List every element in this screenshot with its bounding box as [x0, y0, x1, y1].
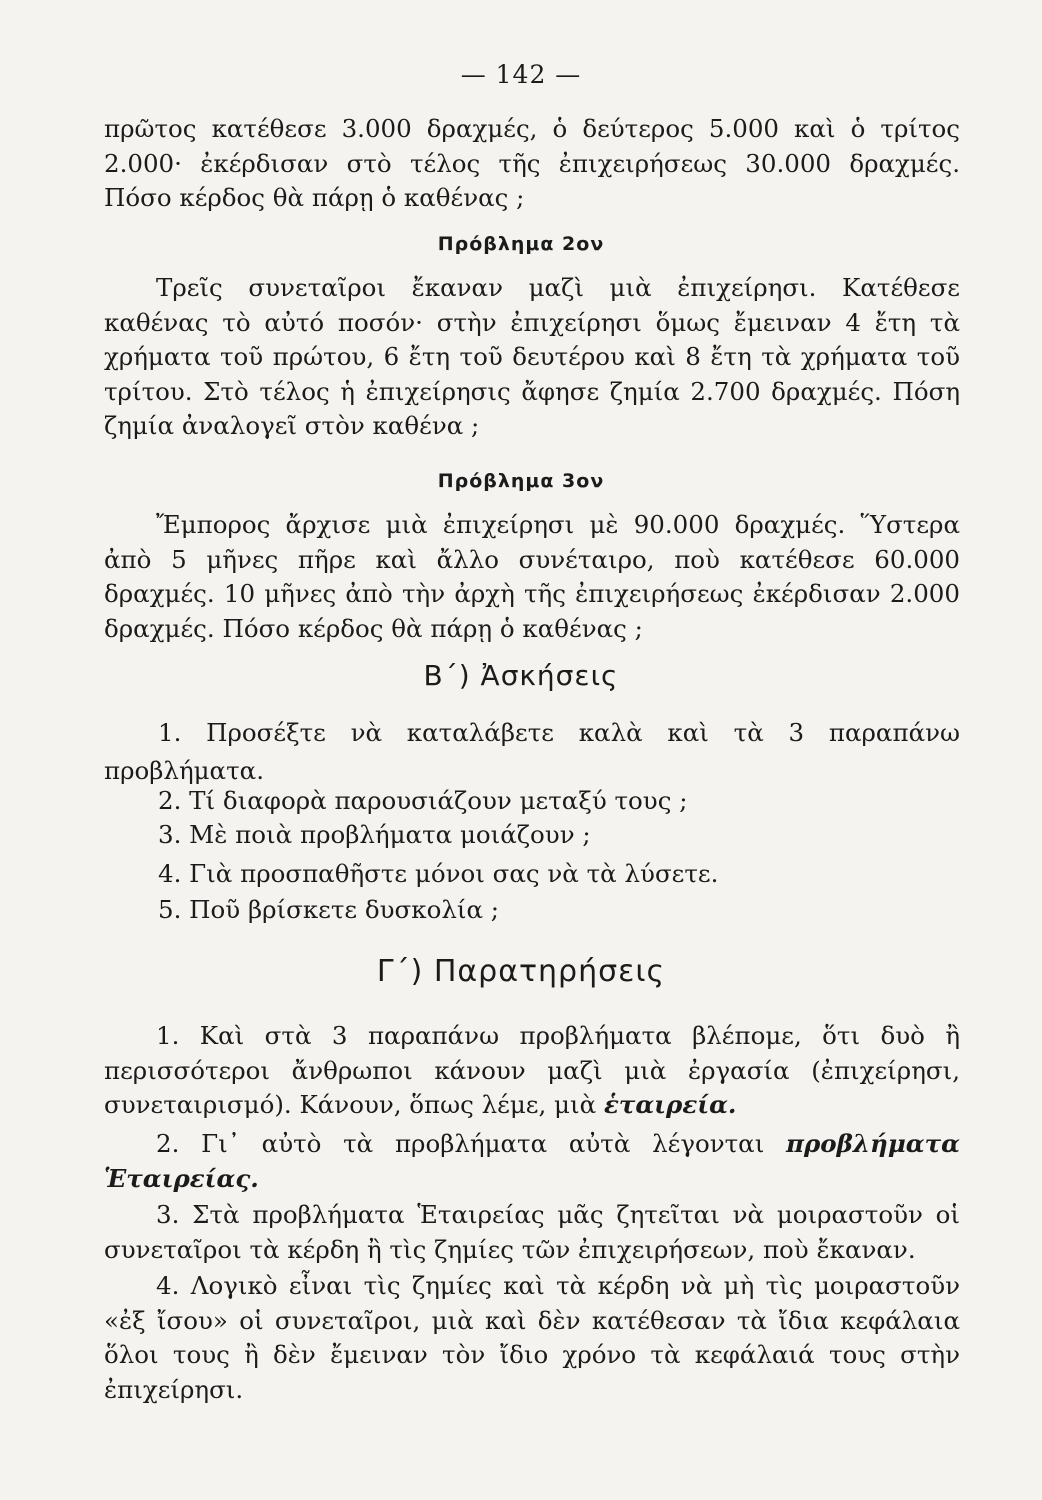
exercises-title: Β΄) Ἀσκήσεις — [423, 659, 619, 692]
observation-item-3 — [104, 1198, 960, 1267]
intro-paragraph — [104, 112, 960, 216]
observation-item-4 — [104, 1269, 960, 1407]
problem-2-text: Τρεῖς συνεταῖροι ἔκαναν μαζὶ μιὰ ἐπιχείρησι. Κατέθεσε καθένας τὸ αὐτό ποσόν· στὴν ἐπιχείρησι ὅμως ἔμειναν 4 ἔτη τὰ χρήματα τοῦ πρώτου, 6 ἔτη τοῦ δευτέρου καὶ 8 ἔτη τὰ χρήματα τοῦ τρίτου. Στὸ τέλος ἡ ἐπιχείρησις ἄφησε ζημία 2.700 δραχμές. Πόση ζημία ἀναλογεῖ στὸν καθένα ; — [104, 273, 960, 440]
observation-1-text: 1. Καὶ στὰ 3 παραπάνω προβλήματα βλέπομε, ὅτι δυὸ ἢ περισσότεροι ἄνθρωποι κάνουν μαζὶ μιὰ ἐργασία (ἐπιχείρησι, συνεταιρισμό). Κάνουν, ὅπως λέμε, μιὰ — [104, 1021, 960, 1119]
observation-2-text: 2. Γι᾿ αὐτὸ τὰ προβλήματα αὐτὰ λέγονται — [156, 1129, 765, 1158]
observation-3-text: 3. Στὰ προβλήματα Ἑταιρείας μᾶς ζητεῖται νὰ μοιραστοῦν οἱ συνεταῖροι τὰ κέρδη ἢ τὶς ζημίες τῶν ἐπιχειρήσεων, ποὺ ἔκαναν. — [104, 1200, 960, 1264]
problem-3-text: Ἔμπορος ἄρχισε μιὰ ἐπιχείρησι μὲ 90.000 δραχμές. Ὕστερα ἀπὸ 5 μῆνες πῆρε καὶ ἄλλο συνέταιρο, ποὺ κατέθεσε 60.000 δραχμές. 10 μῆνες ἀπὸ τὴν ἀρχὴ τῆς ἐπιχειρήσεως ἐκέρδισαν 2.000 δραχμές. Πόσο κέρδος θὰ πάρῃ ὁ καθένας ; — [104, 510, 960, 643]
exercise-item-2: 2. Τί διαφορὰ παρουσιάζουν μεταξύ τους ; — [158, 786, 688, 815]
exercise-item-4: 4. Γιὰ προσπαθῆστε μόνοι σας νὰ τὰ λύσετε. — [158, 859, 719, 888]
problem-2-title: Πρόβλημα 2ον — [437, 233, 605, 255]
problem-3-title: Πρόβλημα 3ον — [437, 470, 605, 492]
exercise-item-3: 3. Μὲ ποιὰ προβλήματα μοιάζουν ; — [158, 820, 591, 849]
observation-2-emphasis: προβλήματα Ἑταιρείας. — [104, 1129, 960, 1193]
observation-item-2 — [104, 1127, 960, 1196]
observation-4-text: 4. Λογικὸ εἶναι τὶς ζημίες καὶ τὰ κέρδη νὰ μὴ τὶς μοιραστοῦν «ἐξ ἴσου» οἱ συνεταῖροι, μιὰ καὶ δὲν κατέθεσαν τὰ ἴδια κεφάλαια ὅλοι τους ἢ δὲν ἔμειναν τὸν ἴδιο χρόνο τὰ κεφάλαιά τους στὴν ἐπιχείρησι. — [104, 1271, 960, 1404]
exercise-item-5: 5. Ποῦ βρίσκετε δυσκολία ; — [158, 895, 500, 924]
problem-3-paragraph — [104, 508, 960, 646]
intro-text: πρῶτος κατέθεσε 3.000 δραχμές, ὁ δεύτερος 5.000 καὶ ὁ τρίτος 2.000· ἐκέρδισαν στὸ τέλος τῆς ἐπιχειρήσεως 30.000 δραχμές. Πόσο κέρδος θὰ πάρῃ ὁ καθένας ; — [104, 114, 960, 212]
problem-2-paragraph — [104, 271, 960, 444]
observation-item-1 — [104, 1019, 960, 1123]
observations-title: Γ΄) Παρατηρήσεις — [376, 954, 666, 989]
page-number: — 142 — — [460, 60, 582, 89]
observation-1-emphasis: ἑταιρεία. — [603, 1090, 737, 1119]
exercise-item-1: 1. Προσέξτε νὰ καταλάβετε καλὰ καὶ τὰ 3 παραπάνω προβλήματα. — [104, 718, 960, 785]
